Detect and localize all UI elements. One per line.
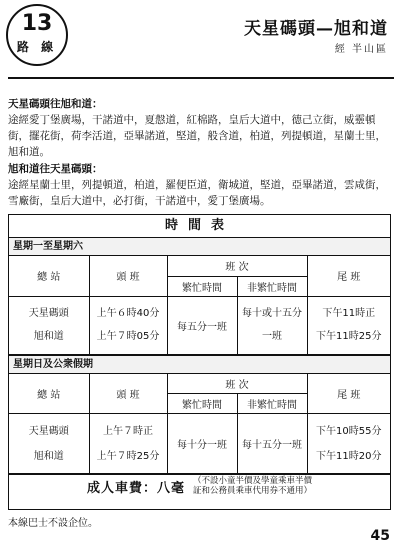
last-bus-cell: 下午11時正 下午11時25分 xyxy=(307,296,390,354)
offpeak-frequency-cell: 每十五分一班 xyxy=(237,414,307,474)
header-station: 總 站 xyxy=(9,374,89,414)
station-cell: 天星碼頭 旭和道 xyxy=(9,414,89,474)
header-first-bus: 頭 班 xyxy=(89,374,167,414)
direction-inbound xyxy=(8,161,390,209)
route-district: 經 半山區 xyxy=(334,44,388,55)
route-number-badge xyxy=(6,4,68,66)
page-number: 45 xyxy=(370,528,390,544)
direction-title: 天星碼頭往旭和道： xyxy=(8,98,103,110)
fare-info xyxy=(9,474,390,497)
schedule-table-holidays xyxy=(9,374,390,475)
header-last-bus: 尾 班 xyxy=(307,256,390,296)
footnote: 本線巴士不設企位。 xyxy=(8,518,98,529)
section-heading-weekdays: 星期一至星期六 xyxy=(9,238,390,256)
route-title: 天星碼頭—旭和道 xyxy=(244,19,388,39)
station-cell: 天星碼頭 旭和道 xyxy=(9,296,89,354)
offpeak-frequency-cell: 每十或十五分 一班 xyxy=(237,296,307,354)
header-divider xyxy=(8,77,394,79)
direction-route: 途經星蘭士里，列提頓道，柏道，羅便臣道，衛城道，堅道，亞畢諾道，雲咸街，雪廠街，皇后大道中，必打街，干諾道中，愛丁堡廣場。 xyxy=(8,179,386,207)
route-label: 路 線 xyxy=(16,40,58,54)
fare-amount: 成人車費：八毫 xyxy=(86,480,185,496)
route-number: 13 xyxy=(21,11,53,36)
header-last-bus: 尾 班 xyxy=(307,374,390,414)
timetable xyxy=(8,214,391,510)
section-heading-holidays: 星期日及公衆假期 xyxy=(9,355,390,374)
direction-title: 旭和道往天星碼頭： xyxy=(8,163,103,175)
header-peak: 繁忙時間 xyxy=(167,276,237,296)
header-offpeak: 非繁忙時間 xyxy=(237,276,307,296)
header-peak: 繁忙時間 xyxy=(167,394,237,414)
first-bus-cell: 上午７時正 上午７時25分 xyxy=(89,414,167,474)
last-bus-cell: 下午10時55分 下午11時20分 xyxy=(307,414,390,474)
direction-outbound xyxy=(8,96,390,160)
header-frequency: 班 次 xyxy=(167,374,307,394)
header-offpeak: 非繁忙時間 xyxy=(237,394,307,414)
direction-route: 途經愛丁堡廣場，干諾道中，夏慤道，紅棉路，皇后大道中，德己立街，威靈頓街，擺花街，荷李活道，亞畢諾道，堅道，般含道，柏道，列提頓道，星蘭士里，旭和道。 xyxy=(8,114,386,158)
schedule-table-weekdays xyxy=(9,256,390,355)
header-frequency: 班 次 xyxy=(167,256,307,276)
header-station: 總 站 xyxy=(9,256,89,296)
peak-frequency-cell: 每十分一班 xyxy=(167,414,237,474)
peak-frequency-cell: 每五分一班 xyxy=(167,296,237,354)
header-first-bus: 頭 班 xyxy=(89,256,167,296)
first-bus-cell: 上午６時40分 上午７時05分 xyxy=(89,296,167,354)
fare-note: （不設小童半價及學童乘車半價 証和公務員乘車代用券不通用） xyxy=(193,476,313,496)
timetable-title: 時間表 xyxy=(9,215,390,238)
